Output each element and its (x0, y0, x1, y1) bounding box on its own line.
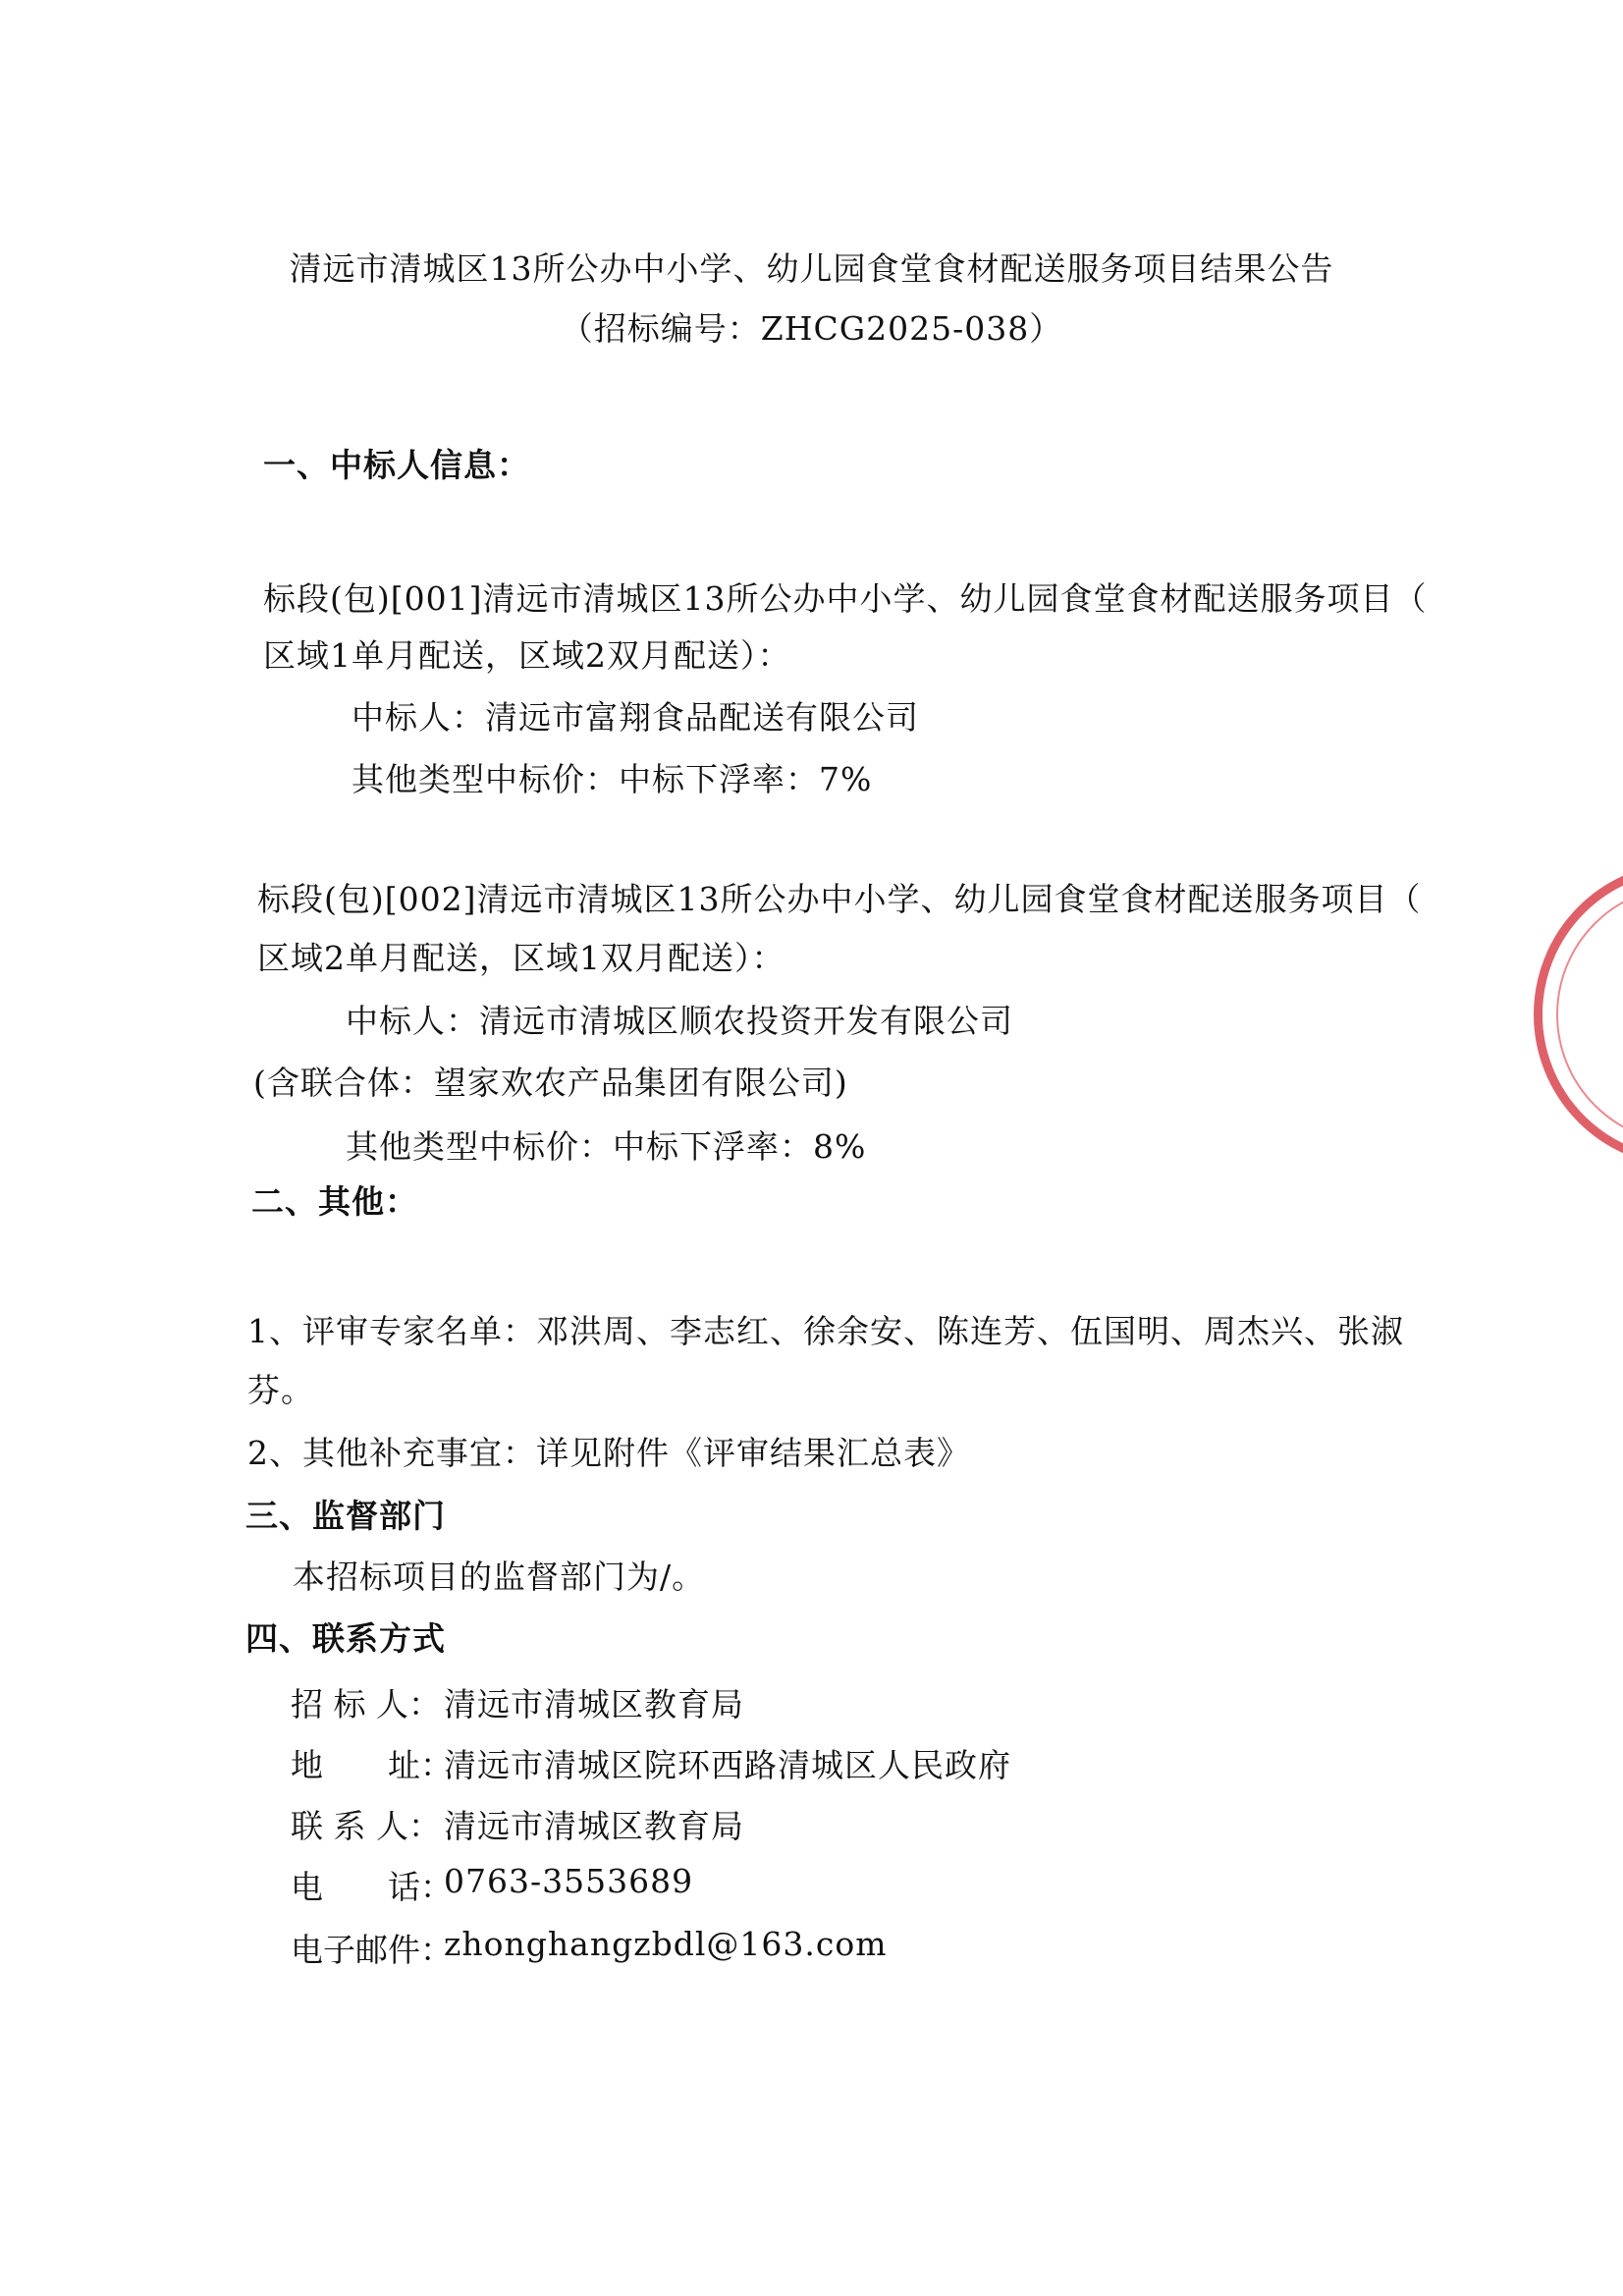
contact-value-tenderer: 清远市清城区教育局 (444, 1685, 744, 1723)
section-heading-supervision: 三、监督部门 (245, 1497, 446, 1535)
contact-label-person: 联 系 人： (291, 1807, 441, 1845)
lot2-winner: 中标人：清远市清城区顺农投资开发有限公司 (346, 1002, 1013, 1040)
lot2-consortium: (含联合体：望家欢农产品集团有限公司) (253, 1064, 848, 1102)
lot1-price: 其他类型中标价：中标下浮率：7% (352, 760, 873, 798)
lot2-title-line2: 区域2单月配送，区域1双月配送）： (257, 939, 785, 977)
seal-inner-ring (1556, 885, 1623, 1144)
supplementary-note: 2、其他补充事宜：详见附件《评审结果汇总表》 (247, 1434, 970, 1472)
tender-number: （招标编号：ZHCG2025-038） (560, 309, 1063, 348)
lot2-price: 其他类型中标价：中标下浮率：8% (346, 1127, 867, 1166)
contact-label-email: 电子邮件： (291, 1931, 453, 1969)
section-heading-other: 二、其他： (251, 1182, 418, 1221)
contact-value-address: 清远市清城区院环西路清城区人民政府 (444, 1746, 1011, 1784)
document-title: 清远市清城区13所公办中小学、幼儿园食堂食材配送服务项目结果公告 (289, 249, 1334, 288)
section-heading-winners: 一、中标人信息： (263, 446, 530, 484)
contact-value-email: zhonghangzbdl@163.com (444, 1925, 888, 1963)
section-heading-contact: 四、联系方式 (245, 1619, 446, 1658)
lot1-winner: 中标人：清远市富翔食品配送有限公司 (352, 698, 919, 737)
experts-list-line1: 1、评审专家名单：邓洪周、李志红、徐余安、陈连芳、伍国明、周杰兴、张淑 (247, 1312, 1404, 1350)
contact-label-phone: 电 话： (291, 1868, 453, 1906)
contact-label-address: 地 址： (291, 1746, 453, 1784)
experts-list-line2: 芬。 (247, 1371, 314, 1409)
lot1-title-line1: 标段(包)[001]清远市清城区13所公办中小学、幼儿园食堂食材配送服务项目（ (263, 579, 1428, 618)
lot2-title-line1: 标段(包)[002]清远市清城区13所公办中小学、幼儿园食堂食材配送服务项目（ (257, 880, 1422, 918)
official-seal-stamp (1534, 862, 1623, 1167)
contact-label-tenderer: 招 标 人： (291, 1685, 441, 1723)
supervision-text: 本招标项目的监督部门为/。 (293, 1558, 706, 1596)
contact-value-person: 清远市清城区教育局 (444, 1807, 744, 1845)
contact-value-phone: 0763-3553689 (444, 1862, 694, 1900)
lot1-title-line2: 区域1单月配送，区域2双月配送）： (263, 636, 791, 675)
